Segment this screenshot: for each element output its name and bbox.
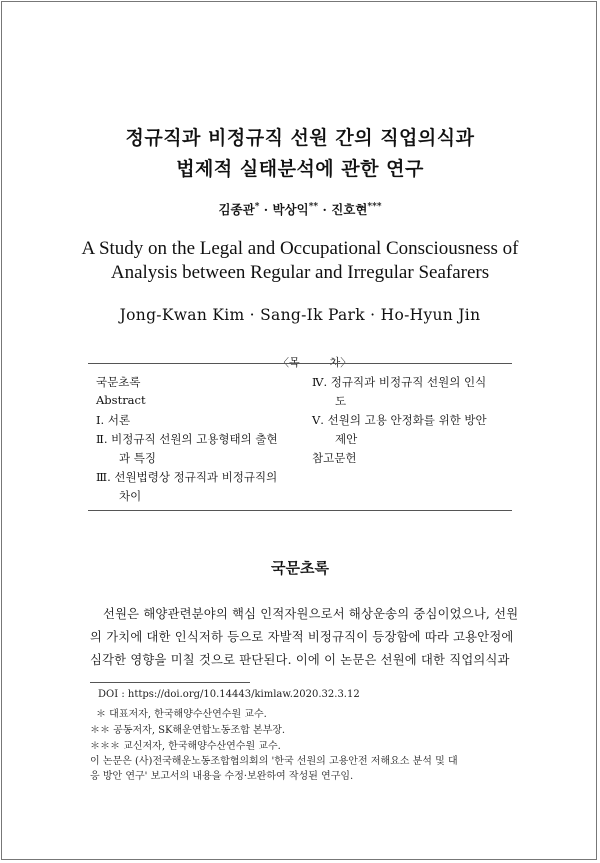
toc-label-left: 〈목 bbox=[278, 356, 300, 369]
toc-item-continued[interactable]: 과 특징 bbox=[119, 451, 156, 465]
abstract-line: 선원은 해양관련분야의 핵심 인적자원으로서 해상운송의 중심이었으나, 선원 bbox=[103, 607, 519, 621]
abstract-heading: 국문초록 bbox=[271, 559, 329, 577]
toc-item[interactable]: Ⅴ. 선원의 고용 안정화를 위한 방안 bbox=[312, 413, 487, 427]
funding-note-line-2: 응 방안 연구' 보고서의 내용을 수정·보완하여 작성된 연구임. bbox=[90, 771, 354, 782]
footnote-1: ＊ 대표저자, 한국해양수산연수원 교수. bbox=[96, 709, 267, 720]
footnote-3: ＊＊＊ 교신저자, 한국해양수산연수원 교수. bbox=[90, 741, 281, 752]
author-2-mark: ** bbox=[308, 201, 319, 212]
toc-item[interactable]: 국문초록 bbox=[96, 375, 141, 389]
toc-item-continued[interactable]: 제안 bbox=[335, 432, 358, 446]
author-3: 진호현 bbox=[331, 202, 368, 217]
korean-title-line-2: 법제적 실태분석에 관한 연구 bbox=[176, 158, 424, 180]
author-1-mark: * bbox=[254, 201, 260, 212]
toc-label-right: 차〉 bbox=[329, 356, 352, 369]
author-3-mark: *** bbox=[367, 201, 382, 212]
author-separator: · bbox=[259, 202, 273, 217]
korean-title-line-1: 정규직과 비정규직 선원 간의 직업의식과 bbox=[125, 127, 475, 149]
toc-item[interactable]: Ⅳ. 정규직과 비정규직 선원의 인식 bbox=[312, 375, 487, 389]
author-separator: · bbox=[318, 202, 332, 217]
toc-item[interactable]: 참고문헌 bbox=[312, 451, 357, 465]
toc-item[interactable]: Ⅱ. 비정규직 선원의 고용형태의 출현 bbox=[96, 432, 278, 446]
english-authors: Jong-Kwan Kim · Sang-Ik Park · Ho-Hyun Jin bbox=[119, 306, 481, 324]
toc-item[interactable]: Ⅲ. 선원법령상 정규직과 비정규직의 bbox=[96, 470, 278, 484]
funding-note-line-1: 이 논문은 (사)전국해운노동조합협의회의 '한국 선원의 고용안전 저해요소 분석 및 대 bbox=[90, 756, 458, 767]
english-title-line-2: Analysis between Regular and Irregular Seafarers bbox=[110, 262, 490, 283]
korean-authors bbox=[0, 200, 600, 218]
footnote-2: ＊＊ 공동저자, SK해운연합노동조합 본부장. bbox=[90, 725, 286, 736]
footnote-divider bbox=[90, 682, 250, 683]
english-title-line-1: A Study on the Legal and Occupational Consciousness of bbox=[81, 238, 519, 259]
toc-item[interactable]: Abstract bbox=[96, 393, 146, 407]
doi-link[interactable]: DOI : https://doi.org/10.14443/kimlaw.2020.32.3.12 bbox=[98, 689, 360, 700]
abstract-line: 의 가치에 대한 인식저하 등으로 자발적 비정규직이 등장함에 따라 고용안정에 bbox=[90, 630, 514, 644]
abstract-line: 심각한 영향을 미칠 것으로 판단된다. 이에 이 논문은 선원에 대한 직업의식과 bbox=[90, 653, 510, 667]
toc-item-continued[interactable]: 도 bbox=[335, 394, 347, 408]
table-of-contents bbox=[88, 363, 512, 511]
author-2: 박상익 bbox=[272, 202, 309, 217]
toc-item-continued[interactable]: 차이 bbox=[119, 489, 142, 503]
author-1: 김종관 bbox=[218, 202, 255, 217]
toc-item[interactable]: Ⅰ. 서론 bbox=[96, 413, 131, 427]
